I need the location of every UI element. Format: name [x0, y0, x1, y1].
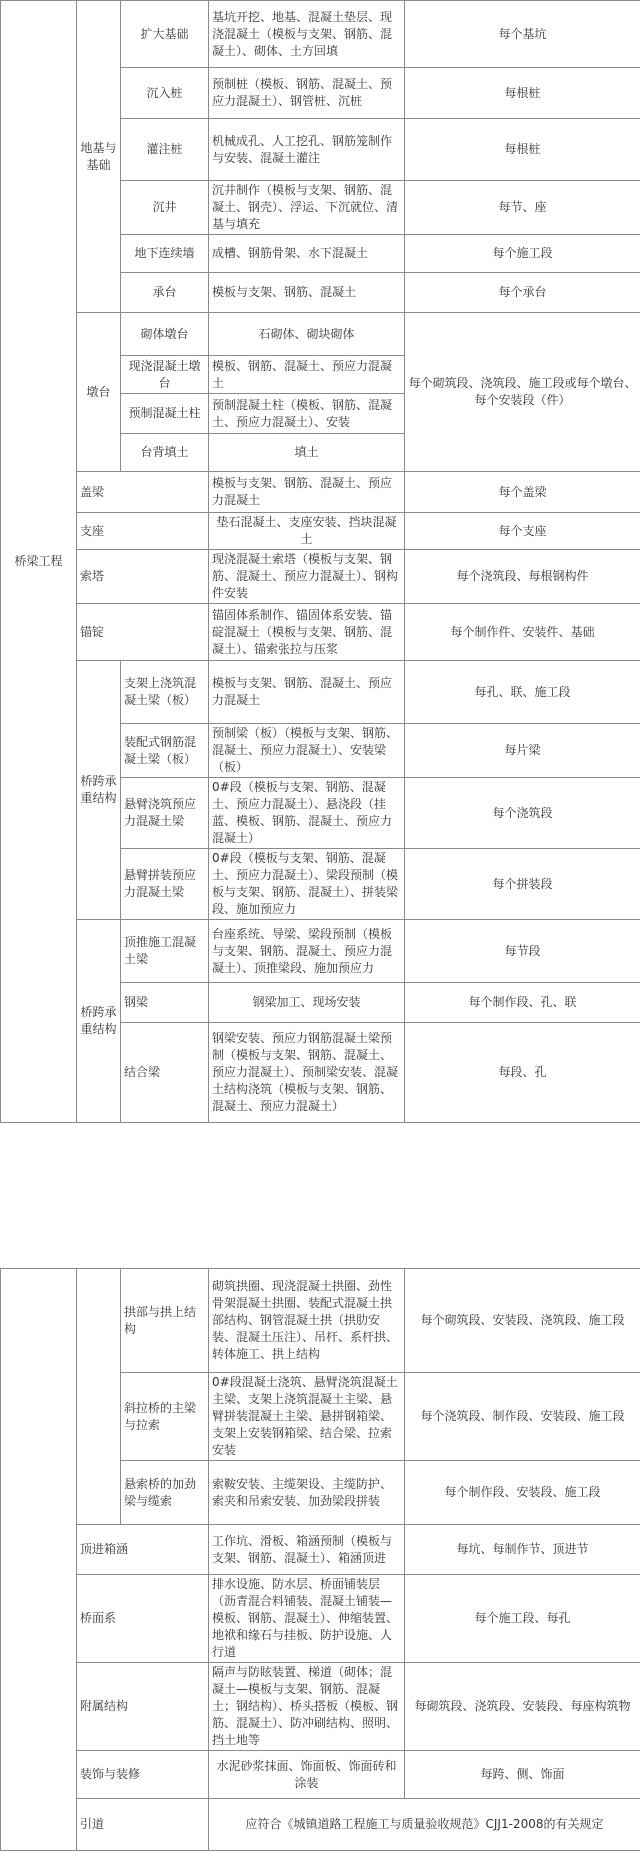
inspection-items: 模板、钢筋、混凝土、预应力混凝土 [209, 356, 405, 394]
inspection-items: 钢梁加工、现场安装 [209, 983, 405, 1023]
table-separator [0, 1256, 640, 1268]
inspection-items: 垫石混凝土、支座安装、挡块混凝土 [209, 513, 405, 550]
inspection-unit: 每坑、每制作节、顶进节 [405, 1525, 640, 1575]
table-row [1, 1525, 640, 1575]
table-row [1, 513, 640, 550]
inspection-unit: 每跨、侧、饰面 [405, 1751, 640, 1799]
inspection-items: 索鞍安装、主缆架设、主缆防护、索夹和吊索安装、加劲梁段拼装 [209, 1461, 405, 1525]
item-name: 桥面系 [77, 1575, 209, 1663]
sub-item: 拱部与拱上结构 [121, 1269, 209, 1373]
inspection-unit: 每个浇筑段 [405, 778, 640, 849]
inspection-unit: 每个支座 [405, 513, 640, 550]
project-cell: 桥梁工程 [1, 1, 77, 1123]
inspection-unit: 每根桩 [405, 119, 640, 181]
item-name: 索塔 [77, 550, 209, 604]
inspection-items: 砌筑拱圈、现浇混凝土拱圈、劲性骨架混凝土拱圈、装配式混凝土拱部结构、钢管混凝土拱（拱肋安装、混凝土压注）、吊杆、系杆拱、转体施工、拱上结构 [209, 1269, 405, 1373]
item-name: 顶进箱涵 [77, 1525, 209, 1575]
inspection-unit: 每节、座 [405, 181, 640, 235]
sub-item: 台背填土 [121, 434, 209, 472]
sub-item: 地下连续墙 [121, 235, 209, 273]
inspection-unit: 每砌筑段、浇筑段、安装段、每座构筑物 [405, 1663, 640, 1751]
inspection-items: 基坑开挖、地基、混凝土垫层、现浇混凝土（模板与支架、钢筋、混凝土）、砌体、土方回填 [209, 1, 405, 68]
item-name: 盖梁 [77, 472, 209, 513]
sub-item: 悬臂浇筑预应力混凝土梁 [121, 778, 209, 849]
inspection-items: 模板与支架、钢筋、混凝土、预应力混凝土 [209, 661, 405, 724]
inspection-unit: 每个砌筑段、浇筑段、施工段或每个墩台、每个安装段（件） [405, 313, 640, 472]
inspection-unit: 每个制作段、安装段、施工段 [405, 1461, 640, 1525]
inspection-unit: 每节段 [405, 920, 640, 983]
inspection-items: 石砌体、砌块砌体 [209, 313, 405, 356]
sub-item: 结合梁 [121, 1023, 209, 1123]
sub-item: 承台 [121, 273, 209, 313]
inspection-unit: 每个拼装段 [405, 849, 640, 920]
table-row [1, 313, 640, 356]
group-foundation: 地基与基础 [77, 1, 121, 313]
sub-item: 砌体墩台 [121, 313, 209, 356]
inspection-unit: 每个盖梁 [405, 472, 640, 513]
table-row [1, 1575, 640, 1663]
sub-item: 钢梁 [121, 983, 209, 1023]
table-row [1, 1799, 640, 1851]
inspection-items: 预制梁（板）（模板与支架、钢筋、混凝土、预应力混凝土）、安装梁（板） [209, 724, 405, 778]
sub-item: 顶推施工混凝土梁 [121, 920, 209, 983]
project-cell [1, 1269, 77, 1851]
inspection-items: 模板与支架、钢筋、混凝土 [209, 273, 405, 313]
item-name: 装饰与装修 [77, 1751, 209, 1799]
inspection-items: 应符合《城镇道路工程施工与质量验收规范》CJJ1-2008的有关规定 [209, 1799, 640, 1851]
inspection-items: 现浇混凝土索塔（模板与支架、钢筋、混凝土、预应力混凝土）、钢构件安装 [209, 550, 405, 604]
inspection-unit: 每个制作件、安装件、基础 [405, 604, 640, 661]
sub-item: 现浇混凝土墩台 [121, 356, 209, 394]
inspection-unit: 每个制作段、孔、联 [405, 983, 640, 1023]
sub-item: 沉入桩 [121, 68, 209, 119]
inspection-items: 排水设施、防水层、桥面铺装层（沥青混合料铺装、混凝土铺装—模板、钢筋、混凝土）、伸缩装置、地袱和缘石与挂板、防护设施、人行道 [209, 1575, 405, 1663]
table-row [1, 604, 640, 661]
group-span-structure [77, 1269, 121, 1525]
inspection-unit: 每个施工段 [405, 235, 640, 273]
sub-item: 装配式钢筋混凝土梁（板） [121, 724, 209, 778]
inspection-unit: 每个浇筑段、制作段、安装段、施工段 [405, 1373, 640, 1461]
inspection-items: 隔声与防眩装置、梯道（砌体；混凝土—模板与支架、钢筋、混凝土；钢结构）、桥头搭板（模板、钢筋、混凝土）、防冲刷结构、照明、挡土地等 [209, 1663, 405, 1751]
inspection-unit: 每个施工段、每孔 [405, 1575, 640, 1663]
item-name: 引道 [77, 1799, 209, 1851]
inspection-unit: 每个承台 [405, 273, 640, 313]
sub-item: 悬臂拼装预应力混凝土梁 [121, 849, 209, 920]
sub-item: 扩大基础 [121, 1, 209, 68]
inspection-unit: 每根桩 [405, 68, 640, 119]
inspection-items: 0#段混凝土浇筑、悬臂浇筑混凝土主梁、支架上浇筑混凝土主梁、悬臂拼装混凝土主梁、悬拼钢箱梁、支架上安装钢箱梁、结合梁、拉索安装 [209, 1373, 405, 1461]
group-span-structure: 桥跨承重结构 [77, 661, 121, 920]
sub-item: 斜拉桥的主梁与拉索 [121, 1373, 209, 1461]
bridge-items-table-part2 [0, 1268, 640, 1851]
inspection-items: 0#段（模板与支架、钢筋、混凝土、预应力混凝土）、梁段预制（模板与支架、钢筋、混凝土）、拼装梁段、施加预应力 [209, 849, 405, 920]
inspection-items: 预制混凝土柱（模板、钢筋、混凝土、预应力混凝土）、安装 [209, 394, 405, 434]
inspection-items: 锚固体系制作、锚固体系安装、锚碇混凝土（模板与支架、钢筋、混凝土）、锚索张拉与压浆 [209, 604, 405, 661]
inspection-items: 工作坑、滑板、箱涵预制（模板与支架、钢筋、混凝土）、箱涵顶进 [209, 1525, 405, 1575]
sub-item: 灌注桩 [121, 119, 209, 181]
table-row [1, 1663, 640, 1751]
inspection-items: 预制桩（模板、钢筋、混凝土、预应力混凝土）、钢管桩、沉桩 [209, 68, 405, 119]
table-row [1, 920, 640, 983]
inspection-items: 机械成孔、人工挖孔、钢筋笼制作与安装、混凝土灌注 [209, 119, 405, 181]
sub-item: 沉井 [121, 181, 209, 235]
inspection-items: 0#段（模板与支架、钢筋、混凝土、预应力混凝土）、悬浇段（挂蓝、模板、钢筋、混凝土、预应力混凝土） [209, 778, 405, 849]
inspection-items: 水泥砂浆抹面、饰面板、饰面砖和涂装 [209, 1751, 405, 1799]
inspection-items: 成槽、钢筋骨架、水下混凝土 [209, 235, 405, 273]
inspection-unit: 每个砌筑段、安装段、浇筑段、施工段 [405, 1269, 640, 1373]
item-name: 附属结构 [77, 1663, 209, 1751]
inspection-items: 沉井制作（模板与支架、钢筋、混凝土、钢壳）、浮运、下沉就位、清基与填充 [209, 181, 405, 235]
item-name: 支座 [77, 513, 209, 550]
inspection-unit: 每个浇筑段、每根钢构件 [405, 550, 640, 604]
table-row [1, 550, 640, 604]
group-span-structure: 桥跨承重结构 [77, 920, 121, 1123]
group-pier: 墩台 [77, 313, 121, 472]
inspection-unit: 每片梁 [405, 724, 640, 778]
item-name: 锚锭 [77, 604, 209, 661]
sub-item: 支架上浇筑混凝土梁（板） [121, 661, 209, 724]
table-row [1, 1269, 640, 1373]
sub-item: 悬索桥的加劲梁与缆索 [121, 1461, 209, 1525]
inspection-unit: 每个基坑 [405, 1, 640, 68]
inspection-items: 台座系统、导梁、梁段预制（模板与支架、钢筋、混凝土、预应力混凝土）、顶推梁段、施加预应力 [209, 920, 405, 983]
sub-item: 预制混凝土柱 [121, 394, 209, 434]
inspection-unit: 每孔、联、施工段 [405, 661, 640, 724]
inspection-items: 钢梁安装、预应力钢筋混凝土梁预制（模板与支架、钢筋、混凝土、预应力混凝土）、预制梁安装、混凝土结构浇筑（模板与支架、钢筋、混凝土、预应力混凝土） [209, 1023, 405, 1123]
table-row [1, 1751, 640, 1799]
table-row [1, 661, 640, 724]
inspection-items: 填土 [209, 434, 405, 472]
inspection-items: 模板与支架、钢筋、混凝土、预应力混凝土 [209, 472, 405, 513]
table-row [1, 1, 640, 68]
inspection-unit: 每段、孔 [405, 1023, 640, 1123]
table-row [1, 472, 640, 513]
